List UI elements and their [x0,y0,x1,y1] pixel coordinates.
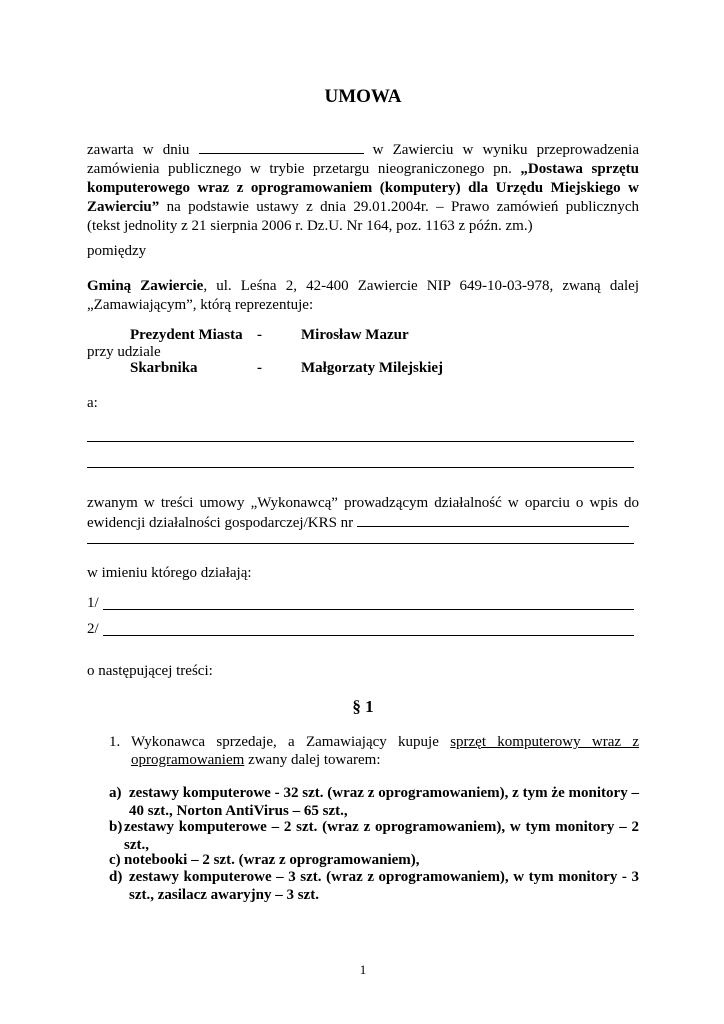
representative-row-2 [87,360,639,379]
intro-text-2: w Zawierciu w wyniku przeprowadzenia zamówienia publicznego w trybie przetargu nieograniczonego pn. [87,142,640,177]
rep-name-1: Mirosław Mazur [301,327,409,343]
rep-name-2: Małgorzaty Milejskiej [301,360,444,376]
rep-role-2: Skarbnika [130,360,198,376]
sub-item-a-label: a) [109,785,122,801]
rep-role-1: Prezydent Miasta [130,327,243,343]
participation-text: przy udziale [87,344,161,360]
signer-label-2: 2/ [87,621,99,637]
signer-label-1: 1/ [87,595,99,611]
page-number: 1 [359,962,367,977]
date-blank [199,140,364,154]
signer-line-2 [87,621,634,640]
intro-text-1: zawarta w dniu [87,142,190,158]
contractor-blank-line-3 [87,543,634,544]
sub-item-b [109,818,639,854]
section-1-item-1 [109,733,639,769]
item-text-a: Wykonawca sprzedaje, a Zamawiający kupuje [131,734,439,750]
item-text-underlined: sprzęt komputerowy wraz z oprogramowaniem [131,734,640,768]
rep-dash-2: - [257,360,262,376]
item-number: 1. [109,734,121,750]
sub-item-a [109,784,639,820]
party1-paragraph [87,277,639,315]
section-1-heading: § 1 [352,697,374,716]
sub-item-a-text: zestawy komputerowe - 32 szt. (wraz z oprogramowaniem), z tym że monitory – 40 szt., Norton AntiVirus – 65 szt., [129,785,639,819]
contractor-blank-line-1 [87,441,634,442]
krs-blank [357,513,629,527]
document-title: UMOWA [324,86,402,107]
sub-item-d-label: d) [109,869,123,885]
signer-blank-2 [103,635,634,636]
sub-item-c-text: notebooki – 2 szt. (wraz z oprogramowaniem), [124,852,420,868]
contractor-paragraph [87,494,639,533]
sub-item-d-text: zestawy komputerowe – 3 szt. (wraz z oprogramowaniem), w tym monitory - 3 szt., zasilacz awaryjny – 3 szt. [129,869,639,903]
item-text-b: zwany dalej towarem: [248,752,381,768]
between-text: pomiędzy [87,243,147,259]
tender-title: „Dostawa sprzętu komputerowego wraz z oprogramowaniem (komputery) dla Urzędu Miejskiego w Zawierciu” [87,161,639,215]
signer-line-1 [87,595,634,614]
following-text: o następującej treści: [87,663,213,679]
sub-item-b-text: zestawy komputerowe – 2 szt. (wraz z oprogramowaniem), w tym monitory – 2 szt., [124,819,639,853]
sub-item-d [109,868,639,904]
intro-text-3: na podstawie ustawy z dnia 29.01.2004r. – Prawo zamówień publicznych (tekst jednolity z 21 sierpnia 2006 r. Dz.U. Nr 164, poz. 1163 z późn. zm.) [87,199,640,234]
contractor-blank-line-2 [87,467,634,468]
party1-name: Gminą Zawiercie [87,278,204,294]
rep-dash-1: - [257,327,262,343]
intro-paragraph [87,140,639,236]
party1-details: , ul. Leśna 2, 42-400 Zawiercie NIP 649-10-03-978, zwaną dalej „Zamawiającym”, którą reprezentuje: [87,278,639,313]
sub-item-b-label: b) [109,819,123,835]
representative-row-1 [87,327,639,346]
acting-text: w imieniu którego działają: [87,565,252,581]
sub-item-c [109,851,639,869]
contractor-text: zwanym w treści umowy „Wykonawcą” prowadzącym działalność w oparciu o wpis do ewidencji działalności gospodarczej/KRS nr [87,495,639,531]
and-text: a: [87,395,98,411]
item-body [109,733,639,769]
signer-blank-1 [103,609,634,610]
sub-item-c-label: c) [109,852,121,868]
